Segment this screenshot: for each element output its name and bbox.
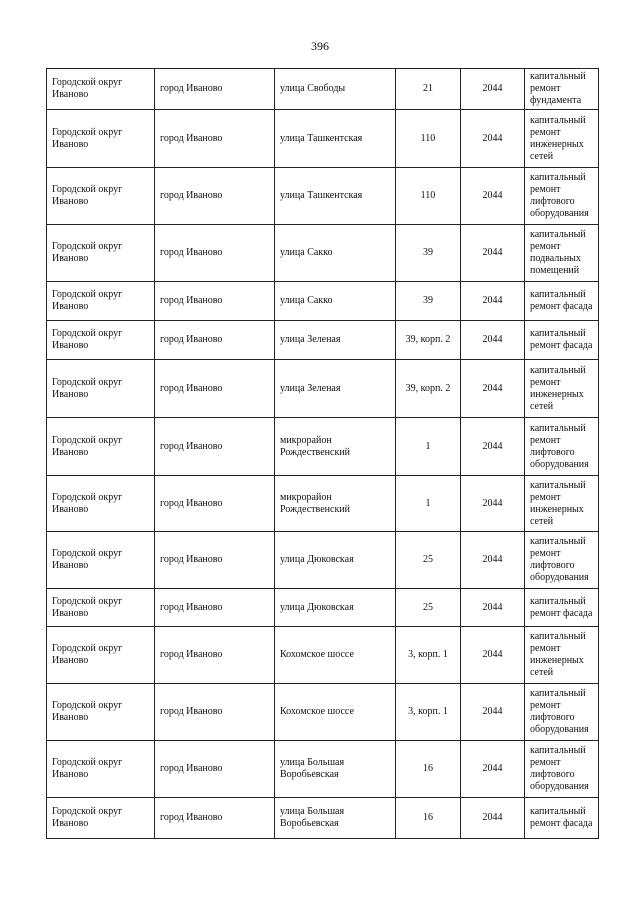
municipality-cell: Городской округ Иваново — [47, 282, 155, 321]
house-number-cell: 25 — [396, 589, 461, 627]
year-cell: 2044 — [461, 684, 525, 741]
year-cell: 2044 — [461, 168, 525, 225]
work-type-cell: капитальный ремонт фундамента — [525, 69, 599, 110]
work-type-cell: капитальный ремонт фасада — [525, 589, 599, 627]
year-cell: 2044 — [461, 741, 525, 798]
table-row — [47, 69, 599, 110]
table-row — [47, 360, 599, 418]
municipality-cell: Городской округ Иваново — [47, 418, 155, 476]
year-cell: 2044 — [461, 476, 525, 532]
year-cell: 2044 — [461, 69, 525, 110]
table-row — [47, 589, 599, 627]
work-type-cell: капитальный ремонт лифтового оборудования — [525, 741, 599, 798]
work-type-cell: капитальный ремонт фасада — [525, 321, 599, 360]
street-cell: Кохомское шоссе — [275, 684, 396, 741]
municipality-cell: Городской округ Иваново — [47, 476, 155, 532]
year-cell: 2044 — [461, 110, 525, 168]
settlement-cell: город Иваново — [155, 532, 275, 589]
municipality-cell: Городской округ Иваново — [47, 741, 155, 798]
municipality-cell: Городской округ Иваново — [47, 798, 155, 839]
settlement-cell: город Иваново — [155, 225, 275, 282]
year-cell: 2044 — [461, 798, 525, 839]
year-cell: 2044 — [461, 589, 525, 627]
year-cell: 2044 — [461, 627, 525, 684]
house-number-cell: 16 — [396, 798, 461, 839]
year-cell: 2044 — [461, 225, 525, 282]
table-row — [47, 684, 599, 741]
house-number-cell: 21 — [396, 69, 461, 110]
house-number-cell: 3, корп. 1 — [396, 627, 461, 684]
work-type-cell: капитальный ремонт лифтового оборудования — [525, 168, 599, 225]
settlement-cell: город Иваново — [155, 741, 275, 798]
table-row — [47, 798, 599, 839]
table-row — [47, 627, 599, 684]
municipality-cell: Городской округ Иваново — [47, 684, 155, 741]
table-row — [47, 418, 599, 476]
work-type-cell: капитальный ремонт фасада — [525, 798, 599, 839]
street-cell: улица Зеленая — [275, 360, 396, 418]
settlement-cell: город Иваново — [155, 110, 275, 168]
street-cell: Кохомское шоссе — [275, 627, 396, 684]
street-cell: улица Ташкентская — [275, 168, 396, 225]
street-cell: микрорайон Рождественский — [275, 418, 396, 476]
house-number-cell: 39 — [396, 282, 461, 321]
street-cell: улица Сакко — [275, 282, 396, 321]
municipality-cell: Городской округ Иваново — [47, 168, 155, 225]
settlement-cell: город Иваново — [155, 627, 275, 684]
municipality-cell: Городской округ Иваново — [47, 532, 155, 589]
street-cell: улица Дюковская — [275, 589, 396, 627]
year-cell: 2044 — [461, 360, 525, 418]
work-type-cell: капитальный ремонт лифтового оборудования — [525, 532, 599, 589]
work-type-cell: капитальный ремонт инженерных сетей — [525, 360, 599, 418]
settlement-cell: город Иваново — [155, 168, 275, 225]
settlement-cell: город Иваново — [155, 360, 275, 418]
house-number-cell: 1 — [396, 476, 461, 532]
municipality-cell: Городской округ Иваново — [47, 225, 155, 282]
municipality-cell: Городской округ Иваново — [47, 69, 155, 110]
table-row — [47, 225, 599, 282]
municipality-cell: Городской округ Иваново — [47, 110, 155, 168]
settlement-cell: город Иваново — [155, 418, 275, 476]
street-cell: улица Свободы — [275, 69, 396, 110]
street-cell: улица Зеленая — [275, 321, 396, 360]
table-row — [47, 168, 599, 225]
municipality-cell: Городской округ Иваново — [47, 627, 155, 684]
house-number-cell: 1 — [396, 418, 461, 476]
work-type-cell: капитальный ремонт инженерных сетей — [525, 110, 599, 168]
street-cell: улица Большая Воробьевская — [275, 798, 396, 839]
work-type-cell: капитальный ремонт подвальных помещений — [525, 225, 599, 282]
municipality-cell: Городской округ Иваново — [47, 589, 155, 627]
municipality-cell: Городской округ Иваново — [47, 360, 155, 418]
table-row — [47, 741, 599, 798]
page-number: 396 — [311, 39, 329, 53]
house-number-cell: 110 — [396, 168, 461, 225]
year-cell: 2044 — [461, 321, 525, 360]
house-number-cell: 110 — [396, 110, 461, 168]
house-number-cell: 3, корп. 1 — [396, 684, 461, 741]
work-type-cell: капитальный ремонт лифтового оборудования — [525, 684, 599, 741]
work-type-cell: капитальный ремонт лифтового оборудования — [525, 418, 599, 476]
year-cell: 2044 — [461, 418, 525, 476]
street-cell: улица Большая Воробьевская — [275, 741, 396, 798]
table-row — [47, 476, 599, 532]
street-cell: улица Дюковская — [275, 532, 396, 589]
repair-schedule-table — [46, 68, 599, 839]
settlement-cell: город Иваново — [155, 589, 275, 627]
work-type-cell: капитальный ремонт инженерных сетей — [525, 627, 599, 684]
settlement-cell: город Иваново — [155, 684, 275, 741]
year-cell: 2044 — [461, 282, 525, 321]
table-row — [47, 282, 599, 321]
municipality-cell: Городской округ Иваново — [47, 321, 155, 360]
settlement-cell: город Иваново — [155, 798, 275, 839]
settlement-cell: город Иваново — [155, 476, 275, 532]
house-number-cell: 16 — [396, 741, 461, 798]
house-number-cell: 39, корп. 2 — [396, 321, 461, 360]
settlement-cell: город Иваново — [155, 321, 275, 360]
table-row — [47, 532, 599, 589]
work-type-cell: капитальный ремонт инженерных сетей — [525, 476, 599, 532]
settlement-cell: город Иваново — [155, 282, 275, 321]
house-number-cell: 39, корп. 2 — [396, 360, 461, 418]
street-cell: улица Сакко — [275, 225, 396, 282]
house-number-cell: 39 — [396, 225, 461, 282]
house-number-cell: 25 — [396, 532, 461, 589]
table-row — [47, 110, 599, 168]
year-cell: 2044 — [461, 532, 525, 589]
work-type-cell: капитальный ремонт фасада — [525, 282, 599, 321]
settlement-cell: город Иваново — [155, 69, 275, 110]
street-cell: микрорайон Рождественский — [275, 476, 396, 532]
table-row — [47, 321, 599, 360]
street-cell: улица Ташкентская — [275, 110, 396, 168]
